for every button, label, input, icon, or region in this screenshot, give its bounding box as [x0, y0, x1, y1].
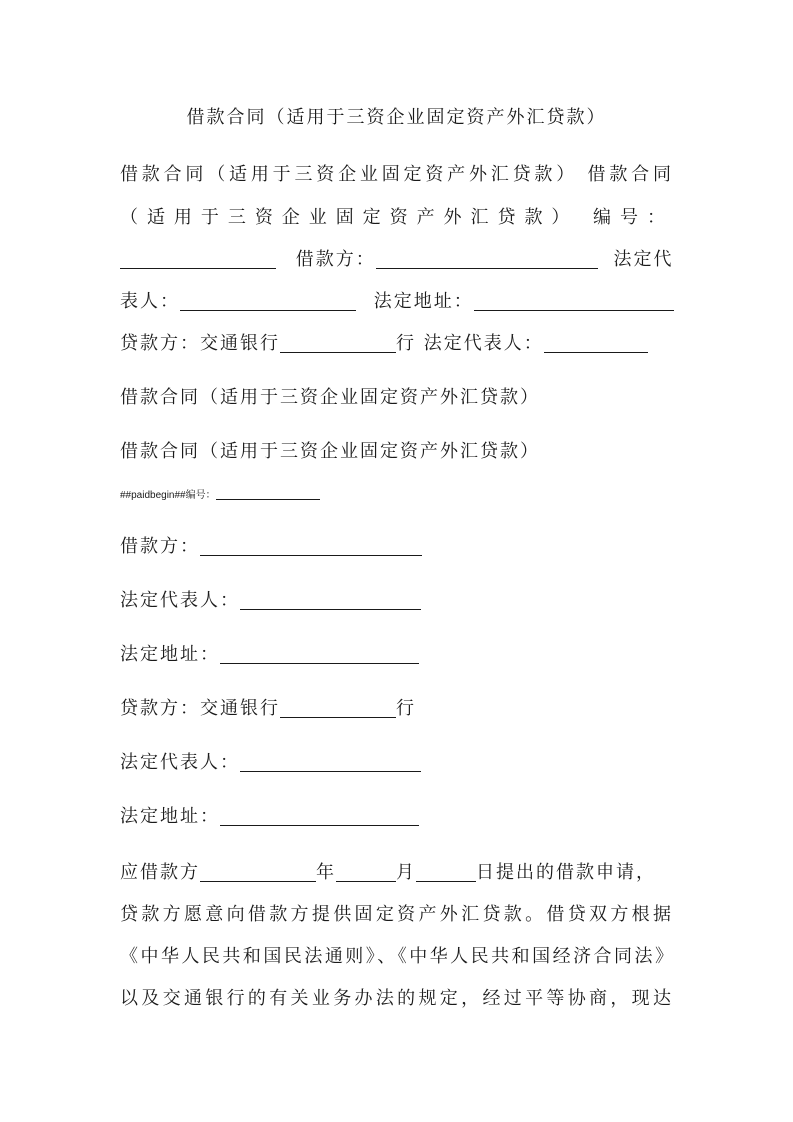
field-borrower-addr [120, 640, 419, 666]
intro-line-5 [120, 329, 648, 355]
marker-text: ##paidbegin##编号： [120, 490, 216, 501]
field-lender-addr [120, 802, 419, 828]
intro-addr-blank[interactable] [474, 292, 674, 311]
intro-rep-label-end: 表人： [120, 291, 180, 312]
body-apply-label: 应借款方 [120, 862, 200, 883]
intro-lender-branch-blank[interactable] [280, 334, 396, 353]
intro-line-2: （适用于三资企业固定资产外汇贷款） 编号： [120, 207, 673, 228]
intro-rep-blank[interactable] [180, 292, 356, 311]
number-blank[interactable] [120, 250, 276, 269]
intro-addr-label: 法定地址： [373, 291, 474, 312]
body-line-2: 贷款方愿意向借款方提供固定资产外汇贷款。借贷双方根据 [120, 904, 673, 925]
repeat-title-1: 借款合同（适用于三资企业固定资产外汇贷款） [120, 387, 540, 408]
field-lender-addr-label: 法定地址： [120, 806, 220, 827]
field-lender-prefix: 贷款方：交通银行 [120, 698, 280, 719]
field-borrower-rep-blank[interactable] [240, 591, 421, 610]
body-day-blank[interactable] [416, 863, 476, 882]
field-borrower-blank[interactable] [200, 537, 422, 556]
field-borrower-addr-label: 法定地址： [120, 644, 220, 665]
intro-borrower-label: 借款方： [295, 249, 376, 270]
body-month-label: 月 [396, 862, 416, 883]
body-line-4: 以及交通银行的有关业务办法的规定，经过平等协商，现达 [120, 988, 673, 1009]
field-lender-suffix: 行 [396, 698, 416, 719]
field-lender [120, 694, 416, 720]
body-line-3: 《中华人民共和国民法通则》、《中华人民共和国经济合同法》 [120, 946, 673, 967]
field-lender-rep [120, 748, 421, 774]
intro-borrower-blank[interactable] [376, 250, 598, 269]
field-borrower-label: 借款方： [120, 536, 200, 557]
body-day-label: 日提出的借款申请， [476, 862, 656, 883]
intro-line-3 [120, 245, 673, 271]
marker-number-blank[interactable] [216, 489, 320, 500]
field-lender-addr-blank[interactable] [220, 807, 419, 826]
intro-line-4 [120, 287, 674, 313]
field-lender-rep-blank[interactable] [240, 753, 421, 772]
intro-rep-label-start: 法定代 [613, 249, 674, 270]
body-year-blank[interactable] [200, 863, 316, 882]
marker-line [120, 486, 320, 501]
repeat-title-2: 借款合同（适用于三资企业固定资产外汇贷款） [120, 441, 540, 462]
intro-lender-label: 贷款方：交通银行 [120, 333, 280, 354]
intro-lender-rep-label: 行 法定代表人： [396, 333, 544, 354]
document-title: 借款合同（适用于三资企业固定资产外汇贷款） [186, 107, 607, 128]
field-borrower-rep [120, 586, 421, 612]
body-year-label: 年 [316, 862, 336, 883]
field-borrower-addr-blank[interactable] [220, 645, 419, 664]
field-borrower [120, 532, 422, 558]
body-line-1 [120, 858, 656, 884]
body-month-blank[interactable] [336, 863, 396, 882]
intro-line-1: 借款合同（适用于三资企业固定资产外汇贷款） 借款合同 [120, 164, 673, 185]
field-lender-rep-label: 法定代表人： [120, 752, 240, 773]
field-borrower-rep-label: 法定代表人： [120, 590, 240, 611]
field-lender-branch-blank[interactable] [280, 699, 396, 718]
intro-lender-rep-blank[interactable] [544, 334, 648, 353]
